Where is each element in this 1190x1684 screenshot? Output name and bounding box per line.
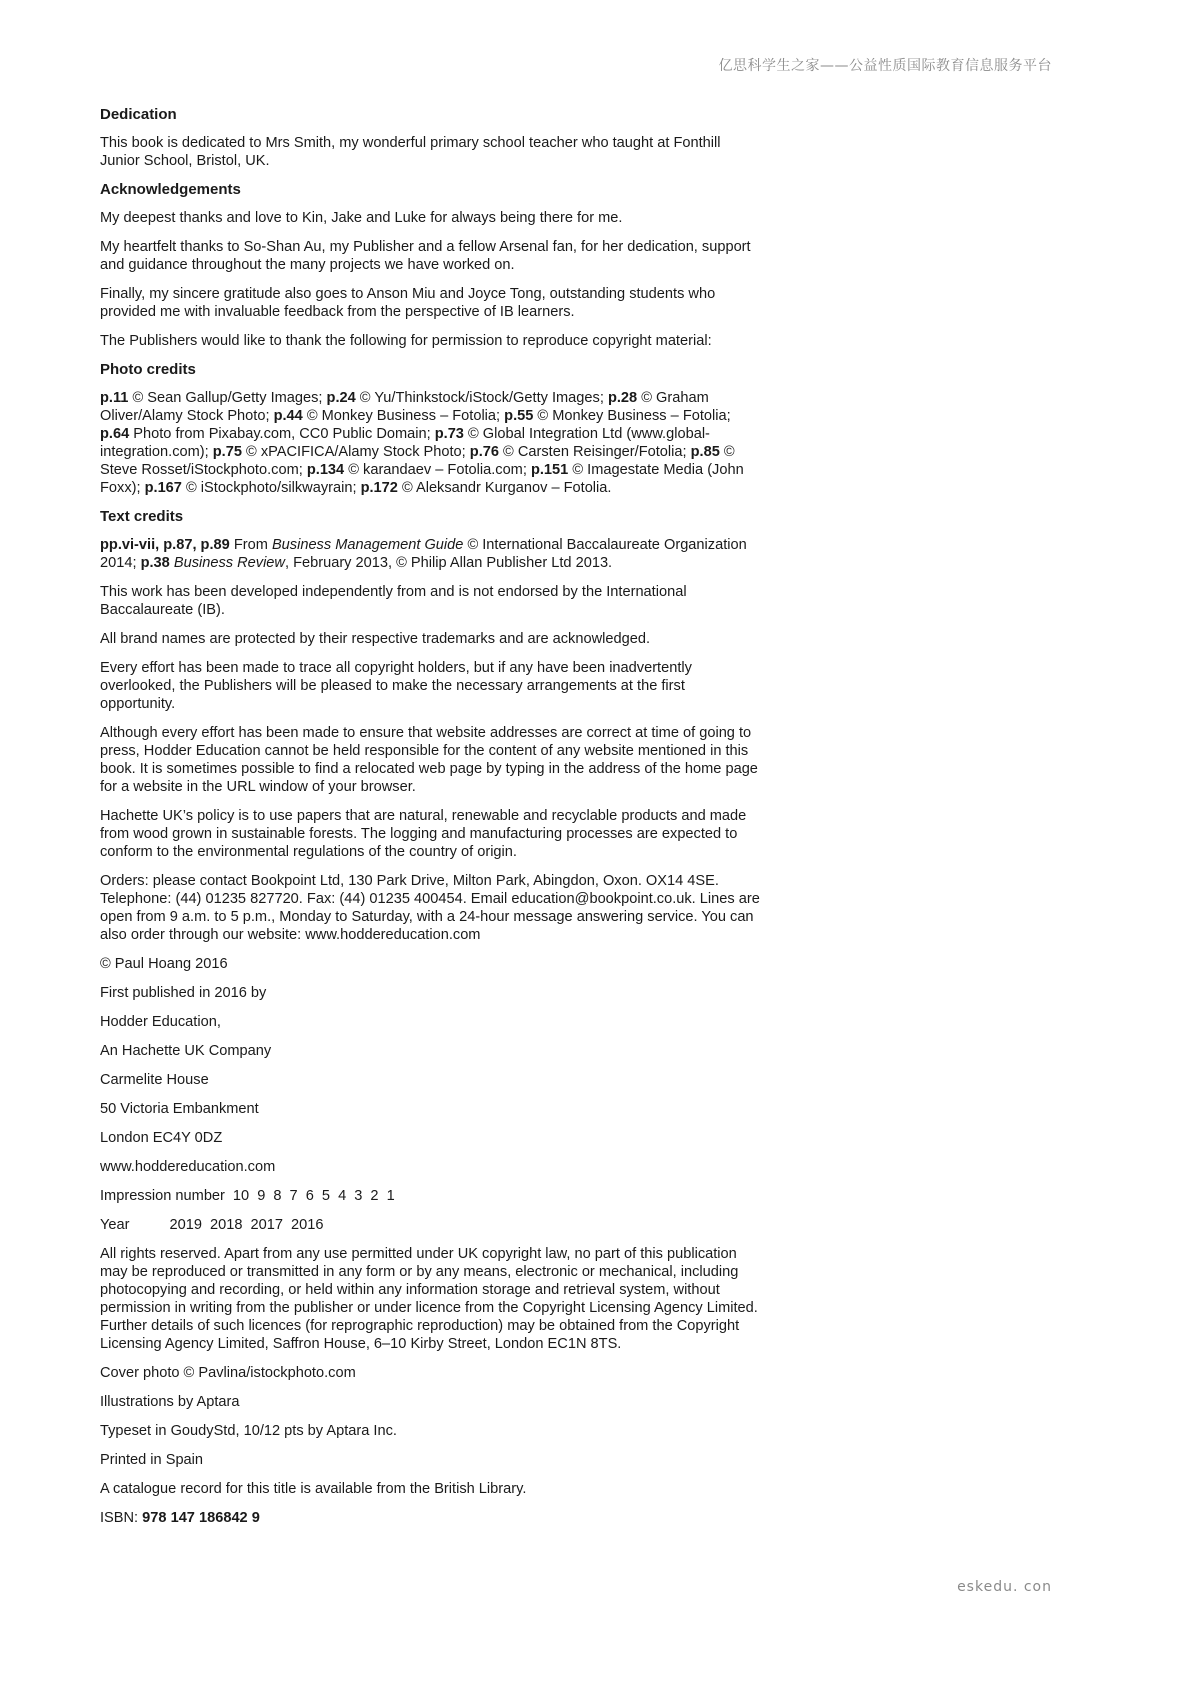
credit-text: , February 2013, © Philip Allan Publisher Ltd 2013. [284,555,613,571]
watermark-header: 亿思科学生之家——公益性质国际教育信息服务平台 [718,58,1052,74]
illustrations-credit: Illustrations by Aptara [100,1394,240,1410]
credit-page: p.151 [530,462,569,478]
notice-paragraph: All brand names are protected by their respective trademarks and are acknowledged. [100,631,650,647]
photo-credits-list [100,389,760,497]
credit-text: © karandaev – Fotolia.com; [344,462,531,478]
year-label: Year [100,1217,130,1233]
credit-page: p.76 [469,444,499,460]
credit-page: p.24 [326,390,356,406]
credit-text: © Global Integration Ltd (www.global-integration.com); [100,426,710,460]
credit-page: p.75 [212,444,242,460]
credit-text: © xPACIFICA/Alamy Stock Photo; [241,444,470,460]
isbn-line [100,1509,760,1527]
catalogue-record: A catalogue record for this title is available from the British Library. [100,1481,527,1497]
dedication-text: This book is dedicated to Mrs Smith, my wonderful primary school teacher who taught at Fonthill Junior School, Bristol, UK. [100,135,721,169]
credit-page: p.64 [100,426,130,442]
credit-text: © Carsten Reisinger/Fotolia; [499,444,691,460]
text-credits-paragraph [100,536,760,572]
notice-paragraph: Every effort has been made to trace all copyright holders, but if any have been inadvertently overlooked, the Publishers will be pleased to make the necessary arrangements at the first opportunity. [100,660,692,712]
isbn-label: ISBN: [100,1510,143,1526]
copyright-page [100,106,760,1538]
credit-page: p.134 [306,462,345,478]
typeset-credit: Typeset in GoudyStd, 10/12 pts by Aptara Inc. [100,1423,397,1439]
acknowledgement-paragraph: My heartfelt thanks to So-Shan Au, my Publisher and a fellow Arsenal fan, for her dedication, support and guidance throughout the many projects we have worked on. [100,239,751,273]
text-credits-heading: Text credits [100,508,184,525]
notice-paragraph: Although every effort has been made to ensure that website addresses are correct at time of going to press, Hodder Education cannot be held responsible for the content of any website mentioned in this book. It is sometimes possible to find a relocated web page by typing in the address of the home page for a website in the URL window of your browser. [100,725,758,795]
dedication-heading: Dedication [100,106,177,123]
credit-text: From [229,537,272,553]
credit-source-title: Business Review [173,555,285,571]
acknowledgement-paragraph: The Publishers would like to thank the following for permission to reproduce copyright material: [100,333,712,349]
first-published-line: First published in 2016 by [100,985,267,1001]
acknowledgement-paragraph: My deepest thanks and love to Kin, Jake and Luke for always being there for me. [100,210,623,226]
credit-text: © International Baccalaureate Organization 2014; [100,537,747,571]
publisher-line: An Hachette UK Company [100,1043,272,1059]
credit-page: p.85 [690,444,720,460]
credit-page: p.73 [434,426,464,442]
credit-text: © Imagestate Media (John Foxx); [100,462,744,496]
watermark-footer: eskedu. con [957,1579,1052,1595]
acknowledgements-heading: Acknowledgements [100,181,241,198]
credit-text: © iStockphoto/silkwayrain; [181,480,361,496]
credit-page: p.55 [504,408,534,424]
photo-credits-heading: Photo credits [100,361,196,378]
publisher-line: Hodder Education, [100,1014,221,1030]
publisher-website: www.hoddereducation.com [100,1159,276,1175]
publisher-line: London EC4Y 0DZ [100,1130,223,1146]
publisher-line: 50 Victoria Embankment [100,1101,259,1117]
credit-page: p.44 [273,408,303,424]
notice-paragraph: Hachette UK’s policy is to use papers that are natural, renewable and recyclable products and made from wood grown in sustainable forests. The logging and manufacturing processes are expected to conform to the environmental regulations of the country of origin. [100,808,747,860]
credit-page: p.28 [607,390,638,406]
acknowledgement-paragraph: Finally, my sincere gratitude also goes to Anson Miu and Joyce Tong, outstanding students who provided me with invaluable feedback from the perspective of IB learners. [100,286,716,320]
credit-page: p.11 [100,390,129,406]
credit-page: p.167 [144,480,182,496]
credit-page: p.38 [140,555,170,571]
printed-location: Printed in Spain [100,1452,204,1468]
credit-text: Photo from Pixabay.com, CC0 Public Domain; [129,426,435,442]
isbn-number: 978 147 186842 9 [142,1510,260,1526]
credit-text: © Monkey Business – Fotolia; [302,408,505,424]
credit-text: © Graham Oliver/Alamy Stock Photo; [100,390,709,424]
orders-paragraph: Orders: please contact Bookpoint Ltd, 130 Park Drive, Milton Park, Abingdon, Oxon. OX14 4SE. Telephone: (44) 01235 827720. Fax: (44) 01235 400454. Email education@bookpoint.co.uk. Lines are open from 9 a.m. to 5 p.m., Monday to Saturday, with a 24-hour message answering service. You can also order through our website: www.hoddereducation.com [100,873,760,943]
year-line [100,1216,760,1234]
impression-label: Impression number [100,1188,225,1204]
cover-photo-credit: Cover photo © Pavlina/istockphoto.com [100,1365,356,1381]
rights-paragraph: All rights reserved. Apart from any use permitted under UK copyright law, no part of this publication may be reproduced or transmitted in any form or by any means, electronic or mechanical, including photocopying and recording, or held within any information storage and retrieval system, without permission in writing from the publisher or under licence from the Copyright Licensing Agency Limited. Further details of such licences (for reprographic reproduction) may be obtained from the Copyright Licensing Agency Limited, Saffron House, 6–10 Kirby Street, London EC1N 8TS. [100,1246,758,1352]
credit-text: © Monkey Business – Fotolia; [533,408,731,424]
year-numbers: 2019 2018 2017 2016 [169,1217,324,1233]
credit-page: p.172 [360,480,398,496]
credit-text: © Steve Rosset/iStockphoto.com; [100,444,735,478]
credit-source-title: Business Management Guide [271,537,464,553]
credit-text: © Aleksandr Kurganov – Fotolia. [397,480,612,496]
impression-line [100,1187,760,1205]
credit-page: pp.vi-vii, p.87, p.89 [100,537,230,553]
impression-numbers: 10 9 8 7 6 5 4 3 2 1 [232,1188,395,1204]
copyright-line: © Paul Hoang 2016 [100,956,228,972]
credit-text: © Yu/Thinkstock/iStock/Getty Images; [355,390,608,406]
credit-text: © Sean Gallup/Getty Images; [128,390,327,406]
notice-paragraph: This work has been developed independently from and is not endorsed by the International Baccalaureate (IB). [100,584,687,618]
publisher-line: Carmelite House [100,1072,209,1088]
